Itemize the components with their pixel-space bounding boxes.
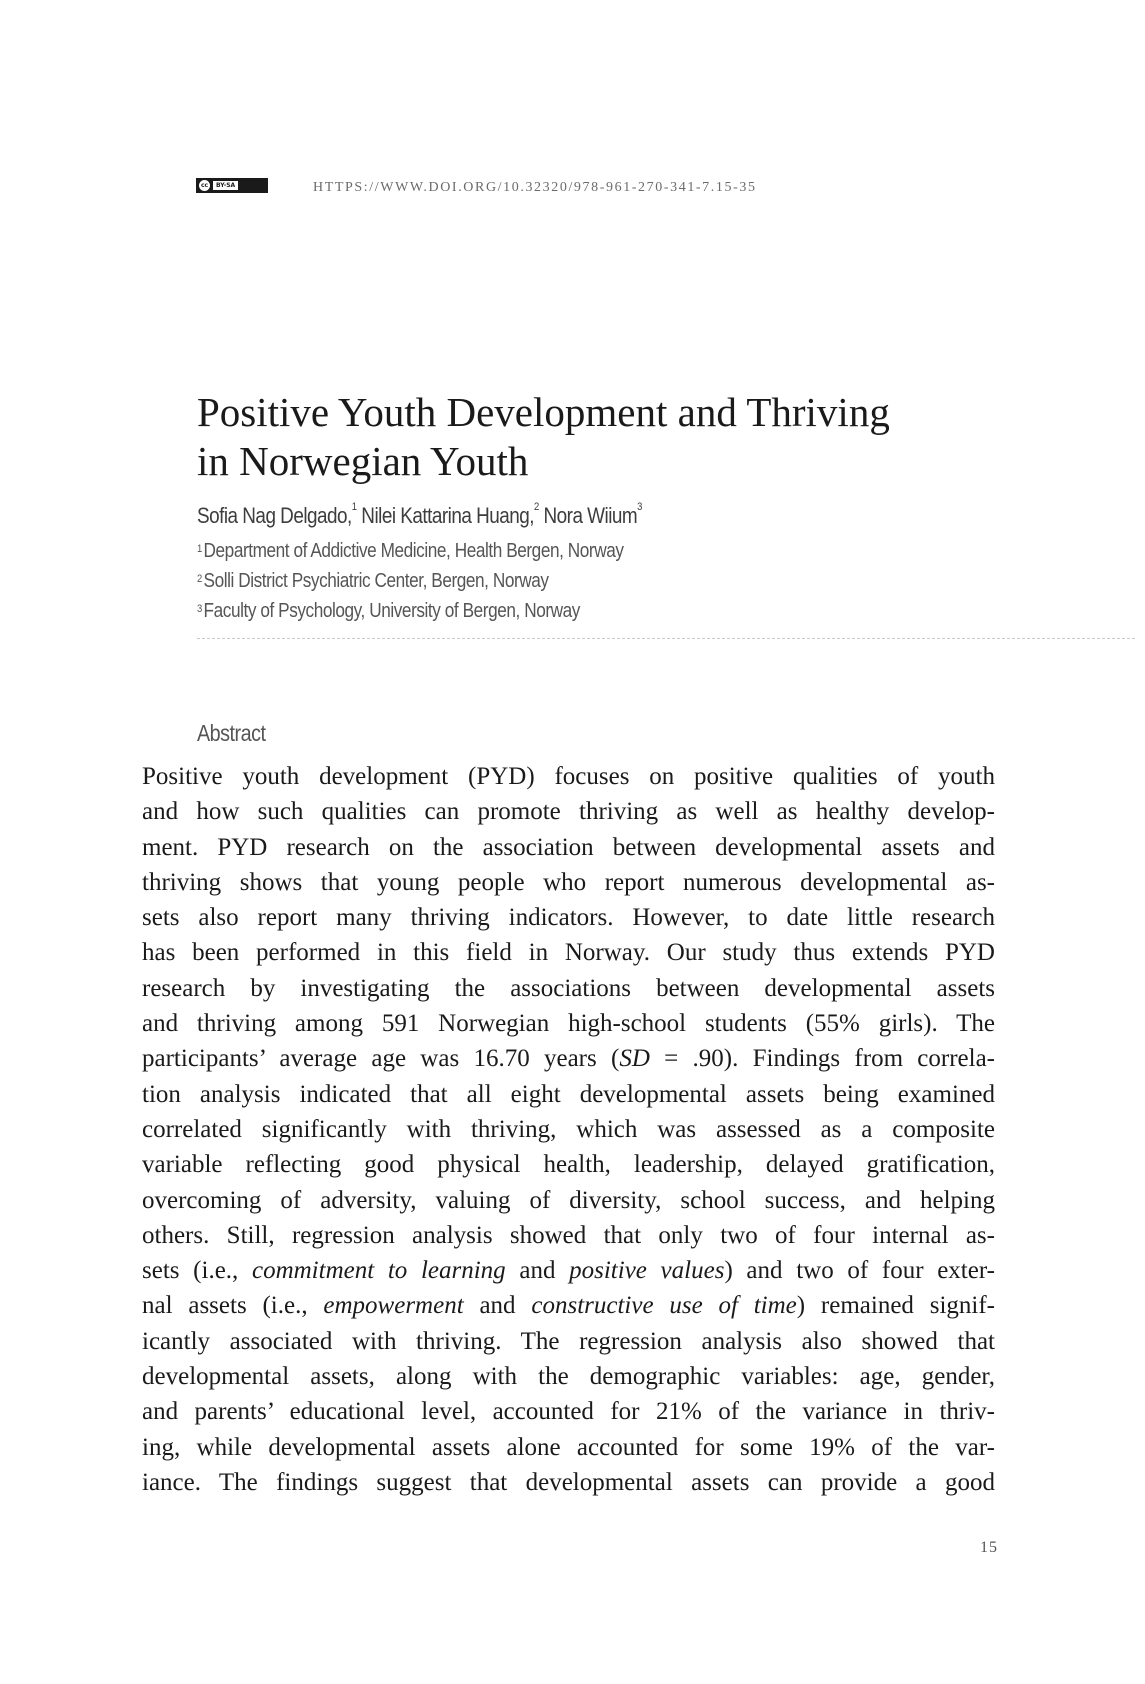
- abstract-line: has been performed in this field in Norway. Our study thus extends PYD: [142, 939, 995, 967]
- author-list: [197, 503, 642, 529]
- affiliation-text: Department of Addictive Medicine, Health Bergen, Norway: [203, 540, 624, 562]
- abstract-line: iance. The findings suggest that developmental assets can provide a good: [142, 1468, 995, 1496]
- abstract-line: overcoming of adversity, valuing of diversity, school success, and helping: [142, 1186, 995, 1214]
- author-affiliation-mark: 1: [351, 501, 357, 513]
- abstract-italic: commitment to learning: [251, 1257, 506, 1285]
- affiliation: [197, 536, 624, 566]
- author-affiliation-mark: 2: [533, 501, 539, 513]
- affiliation: [197, 566, 624, 596]
- abstract-line: developmental assets, along with the demographic variables: age, gender,: [142, 1363, 995, 1391]
- abstract-line: ing, while developmental assets alone accounted for some 19% of the var-: [142, 1433, 995, 1461]
- abstract-text: nal assets (i.e.,: [142, 1292, 324, 1320]
- affiliation-text: Solli District Psychiatric Center, Bergen, Norway: [203, 570, 549, 592]
- abstract-italic: empowerment: [323, 1292, 464, 1320]
- abstract-line: research by investigating the associations between developmental assets: [142, 974, 995, 1002]
- affiliation-list: [197, 536, 624, 626]
- abstract-line: variable reflecting good physical health, leadership, delayed gratification,: [142, 1151, 995, 1179]
- abstract-line: icantly associated with thriving. The regression analysis also showed that: [142, 1327, 995, 1355]
- abstract-line: [142, 1288, 995, 1323]
- abstract-text: participants’ average age was 16.70 years (: [142, 1045, 620, 1073]
- license-label: BY-SA: [213, 181, 238, 190]
- abstract-line: correlated significantly with thriving, which was assessed as a composite: [142, 1115, 995, 1143]
- section-divider: [197, 638, 1135, 639]
- abstract-text: and: [505, 1257, 570, 1285]
- abstract-line: others. Still, regression analysis showed that only two of four internal as-: [142, 1221, 995, 1249]
- affiliation-mark: 3: [197, 603, 202, 615]
- author-affiliation-mark: 3: [637, 501, 642, 513]
- abstract-heading: Abstract: [197, 720, 266, 746]
- abstract-text: sets (i.e.,: [142, 1257, 252, 1285]
- affiliation-text: Faculty of Psychology, University of Bergen, Norway: [203, 600, 580, 622]
- abstract-line: and parents’ educational level, accounted for 21% of the variance in thriv-: [142, 1398, 995, 1426]
- page-number: 15: [980, 1539, 998, 1556]
- abstract-italic: constructive use of time: [531, 1292, 797, 1320]
- abstract-line: and thriving among 591 Norwegian high-school students (55% girls). The: [142, 1010, 995, 1038]
- abstract-italic: positive values: [569, 1257, 725, 1285]
- abstract-italic: SD: [619, 1045, 650, 1073]
- doi-header: HTTPS://WWW.DOI.ORG/10.32320/978-961-270-341-7.15-35: [313, 180, 757, 195]
- abstract-line: sets also report many thriving indicators. However, to date little research: [142, 904, 995, 932]
- paper-title: [197, 388, 1017, 486]
- abstract-text: and: [463, 1292, 532, 1320]
- abstract-body: [142, 759, 995, 1500]
- affiliation: [197, 596, 624, 626]
- author-name: Nilei Kattarina Huang,: [361, 503, 534, 528]
- title-line: in Norwegian Youth: [197, 438, 529, 484]
- abstract-text: ) remained signif-: [796, 1292, 995, 1320]
- title-line: Positive Youth Development and Thriving: [197, 389, 890, 435]
- affiliation-mark: 2: [197, 573, 202, 585]
- affiliation-mark: 1: [197, 543, 202, 555]
- abstract-line: thriving shows that young people who report numerous developmental as-: [142, 868, 995, 896]
- abstract-line: and how such qualities can promote thriving as well as healthy develop-: [142, 798, 995, 826]
- abstract-line: [142, 1041, 995, 1076]
- abstract-line: tion analysis indicated that all eight developmental assets being examined: [142, 1080, 995, 1108]
- abstract-text: ) and two of four exter-: [724, 1257, 995, 1285]
- cc-icon: cc: [200, 182, 209, 189]
- author-name: Sofia Nag Delgado,: [197, 503, 352, 528]
- abstract-line: Positive youth development (PYD) focuses on positive qualities of youth: [142, 763, 995, 790]
- abstract-text: = .90). Findings from correla-: [649, 1045, 995, 1073]
- abstract-line: [142, 1253, 995, 1288]
- abstract-line: ment. PYD research on the association between developmental assets and: [142, 833, 995, 861]
- author-name: Nora Wiium: [543, 503, 638, 528]
- license-badge: [196, 178, 268, 193]
